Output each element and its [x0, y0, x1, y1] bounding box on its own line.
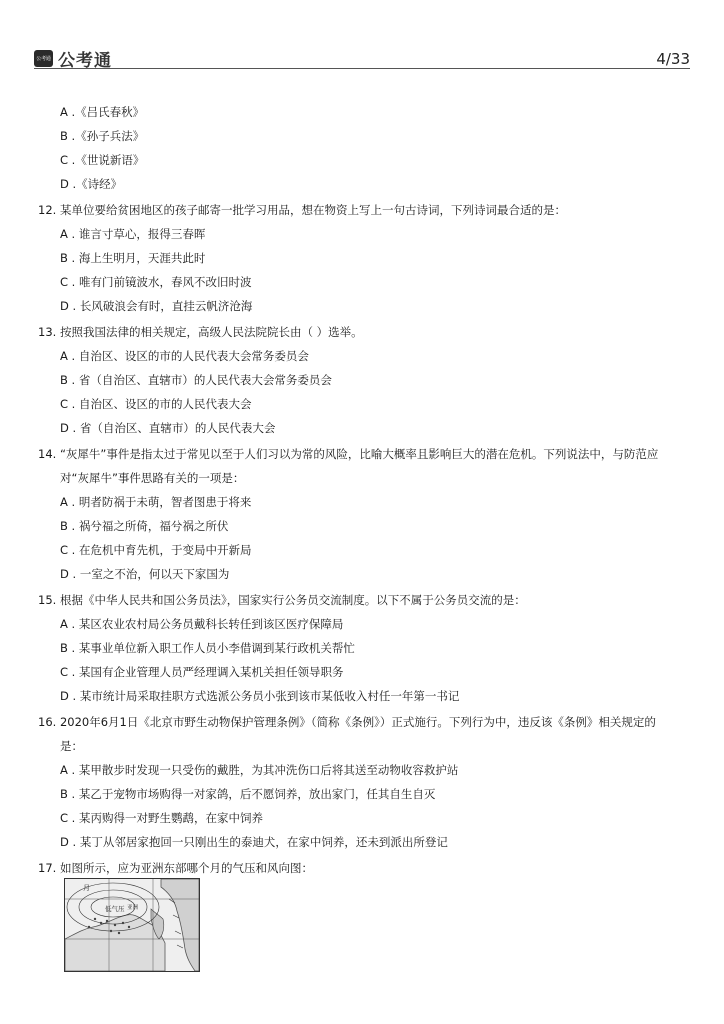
question-stem: 12. 某单位要给贫困地区的孩子邮寄一批学习用品，想在物资上写上一句古诗词，下列诗词最合适的是： — [38, 203, 566, 217]
map-image — [65, 879, 199, 971]
answer-option: C . 自治区、设区的市的人民代表大会 — [60, 397, 252, 411]
answer-option: D . 某市统计局采取挂职方式选派公务员小张到该市某低收入村任一年第一书记 — [60, 689, 460, 703]
answer-option: B . 某乙于宠物市场购得一对家鸽，后不愿饲养，放出家门，任其自生自灭 — [60, 787, 436, 801]
logo-text: 公考通 — [58, 51, 112, 71]
answer-option: D . 省（自治区、直辖市）的人民代表大会 — [60, 421, 276, 435]
question-stem: 13. 按照我国法律的相关规定，高级人民法院院长由（ ）选举。 — [38, 325, 363, 339]
answer-option: D . 长风破浪会有时，直挂云帆济沧海 — [60, 299, 253, 313]
question-stem: 14. “灰犀牛”事件是指太过于常见以至于人们习以为常的风险，比喻大概率且影响巨大的潜在危机。下列说法中，与防范应 — [38, 447, 659, 461]
answer-option: A . 明者防祸于未萌，智者图患于将来 — [60, 495, 252, 509]
answer-option: B . 海上生明月，天涯共此时 — [60, 251, 206, 265]
question-stem: 17. 如图所示，应为亚洲东部哪个月的气压和风向图： — [38, 861, 313, 875]
question-stem: 16. 2020年6月1日《北京市野生动物保护管理条例》（简称《条例》）正式施行。下列行为中，违反该《条例》相关规定的 — [38, 715, 656, 729]
answer-option: A . 某甲散步时发现一只受伤的戴胜，为其冲洗伤口后将其送至动物收容救护站 — [60, 763, 459, 777]
answer-option: B . 某事业单位新入职工作人员小李借调到某行政机关帮忙 — [60, 641, 355, 655]
question-stem-continued: 是： — [60, 739, 83, 753]
answer-option: D . 一室之不治，何以天下家国为 — [60, 567, 230, 581]
logo-badge-icon: 公考通 — [34, 50, 53, 67]
map-label-region: 亚洲 — [127, 905, 139, 911]
page-number: 4/33 — [656, 50, 690, 68]
answer-option: D . 某丁从邻居家抱回一只刚出生的泰迪犬，在家中饲养，还未到派出所登记 — [60, 835, 448, 849]
answer-option: A . 自治区、设区的市的人民代表大会常务委员会 — [60, 349, 309, 363]
answer-option: B .《孙子兵法》 — [60, 129, 145, 143]
answer-option: B . 祸兮福之所倚，福兮祸之所伏 — [60, 519, 229, 533]
map-label-pressure: 低气压 — [105, 905, 125, 913]
map-label-month: 月 — [83, 884, 90, 892]
answer-option: C .《世说新语》 — [60, 153, 145, 167]
pressure-wind-map-figure — [64, 878, 200, 972]
answer-option: C . 某国有企业管理人员严经理调入某机关担任领导职务 — [60, 665, 344, 679]
answer-option: C . 在危机中育先机，于变局中开新局 — [60, 543, 252, 557]
answer-option: D .《诗经》 — [60, 177, 123, 191]
answer-option: C . 唯有门前镜波水，春风不改旧时波 — [60, 275, 252, 289]
answer-option: C . 某丙购得一对野生鹦鹉，在家中饲养 — [60, 811, 263, 825]
question-stem: 15. 根据《中华人民共和国公务员法》，国家实行公务员交流制度。以下不属于公务员交流的是： — [38, 593, 526, 607]
answer-option: B . 省（自治区、直辖市）的人民代表大会常务委员会 — [60, 373, 332, 387]
header-divider — [34, 68, 690, 69]
question-stem-continued: 对“灰犀牛”事件思路有关的一项是： — [60, 471, 245, 485]
answer-option: A .《吕氏春秋》 — [60, 105, 145, 119]
answer-option: A . 谁言寸草心，报得三春晖 — [60, 227, 206, 241]
answer-option: A . 某区农业农村局公务员戴科长转任到该区医疗保障局 — [60, 617, 344, 631]
page-header — [34, 40, 690, 70]
